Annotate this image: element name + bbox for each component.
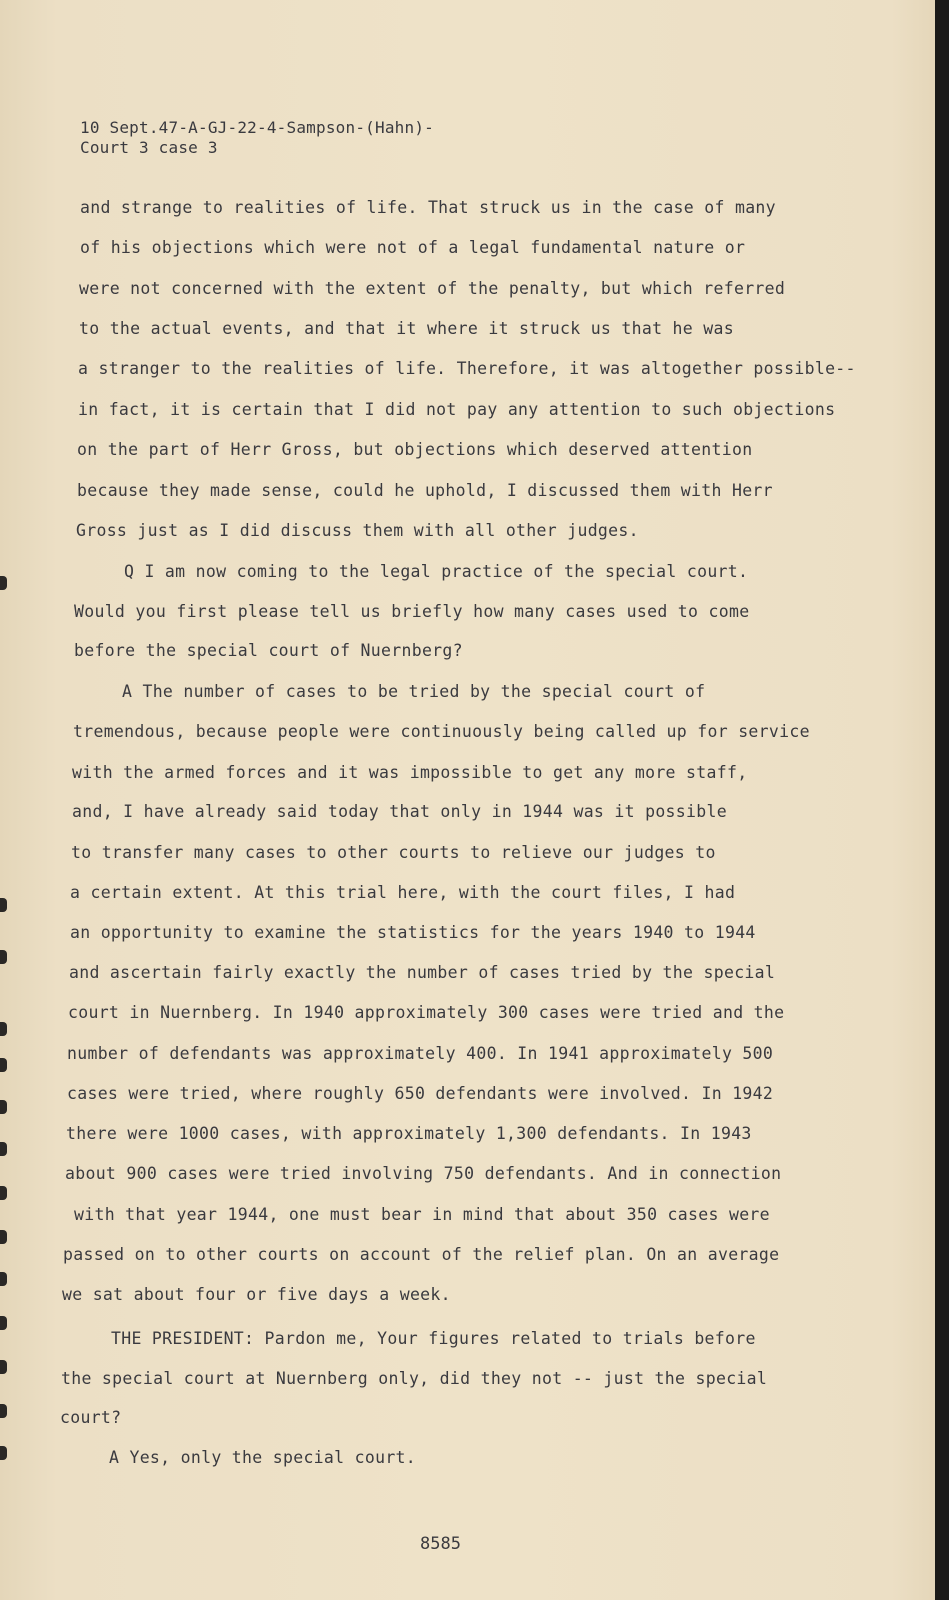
text-line: with the armed forces and it was impossible to get any more staff, [72, 763, 748, 782]
text-line: were not concerned with the extent of the penalty, but which referred [79, 279, 786, 298]
punch-mark [0, 1022, 7, 1036]
text-line: and, I have already said today that only in 1944 was it possible [72, 802, 727, 821]
text-line: before the special court of Nuernberg? [74, 641, 463, 660]
text-line: we sat about four or five days a week. [62, 1285, 451, 1304]
text-line: with that year 1944, one must bear in mind that about 350 cases were [74, 1205, 770, 1224]
text-line: and ascertain fairly exactly the number of cases tried by the special [69, 963, 776, 982]
text-line: to transfer many cases to other courts to relieve our judges to [71, 843, 716, 862]
text-line: a certain extent. At this trial here, with the court files, I had [70, 883, 736, 902]
punch-mark [0, 576, 7, 590]
text-line: Gross just as I did discuss them with all other judges. [76, 521, 639, 540]
text-line: passed on to other courts on account of the relief plan. On an average [63, 1245, 780, 1264]
text-line: cases were tried, where roughly 650 defendants were involved. In 1942 [67, 1084, 774, 1103]
text-line: tremendous, because people were continuously being called up for service [73, 722, 810, 741]
text-line: about 900 cases were tried involving 750 defendants. And in connection [65, 1164, 782, 1183]
text-line: court? [60, 1408, 122, 1427]
text-line: number of defendants was approximately 400. In 1941 approximately 500 [67, 1044, 774, 1063]
punch-mark [0, 898, 7, 912]
punch-mark [0, 950, 7, 964]
text-line: of his objections which were not of a legal fundamental nature or [80, 238, 746, 257]
punch-mark [0, 1404, 7, 1418]
text-line: Q I am now coming to the legal practice of the special court. [124, 562, 749, 581]
punch-mark [0, 1100, 7, 1114]
punch-mark [0, 1316, 7, 1330]
scan-edge [935, 0, 949, 1600]
header-court: Court 3 case 3 [80, 138, 218, 157]
punch-mark [0, 1058, 7, 1072]
text-line: THE PRESIDENT: Pardon me, Your figures related to trials before [111, 1329, 756, 1348]
punch-mark [0, 1360, 7, 1374]
header-reference: 10 Sept.47-A-GJ-22-4-Sampson-(Hahn)- [80, 118, 434, 137]
text-line: A The number of cases to be tried by the special court of [122, 682, 706, 701]
text-line: A Yes, only the special court. [109, 1448, 417, 1467]
text-line: there were 1000 cases, with approximately 1,300 defendants. In 1943 [66, 1124, 752, 1143]
text-line: and strange to realities of life. That struck us in the case of many [80, 198, 776, 217]
text-line: court in Nuernberg. In 1940 approximately 300 cases were tried and the [68, 1003, 785, 1022]
punch-mark [0, 1446, 7, 1460]
text-line: in fact, it is certain that I did not pay any attention to such objections [78, 400, 836, 419]
punch-mark [0, 1272, 7, 1286]
text-line: a stranger to the realities of life. Therefore, it was altogether possible-- [78, 359, 856, 378]
punch-mark [0, 1186, 7, 1200]
text-line: on the part of Herr Gross, but objections which deserved attention [77, 440, 753, 459]
text-line: Would you first please tell us briefly how many cases used to come [74, 602, 750, 621]
punch-mark [0, 1142, 7, 1156]
page-number: 8585 [420, 1534, 461, 1554]
text-line: the special court at Nuernberg only, did they not -- just the special [61, 1369, 768, 1388]
text-line: an opportunity to examine the statistics for the years 1940 to 1944 [70, 923, 756, 942]
text-line: to the actual events, and that it where it struck us that he was [79, 319, 734, 338]
punch-mark [0, 1230, 7, 1244]
text-line: because they made sense, could he uphold, I discussed them with Herr [77, 481, 773, 500]
